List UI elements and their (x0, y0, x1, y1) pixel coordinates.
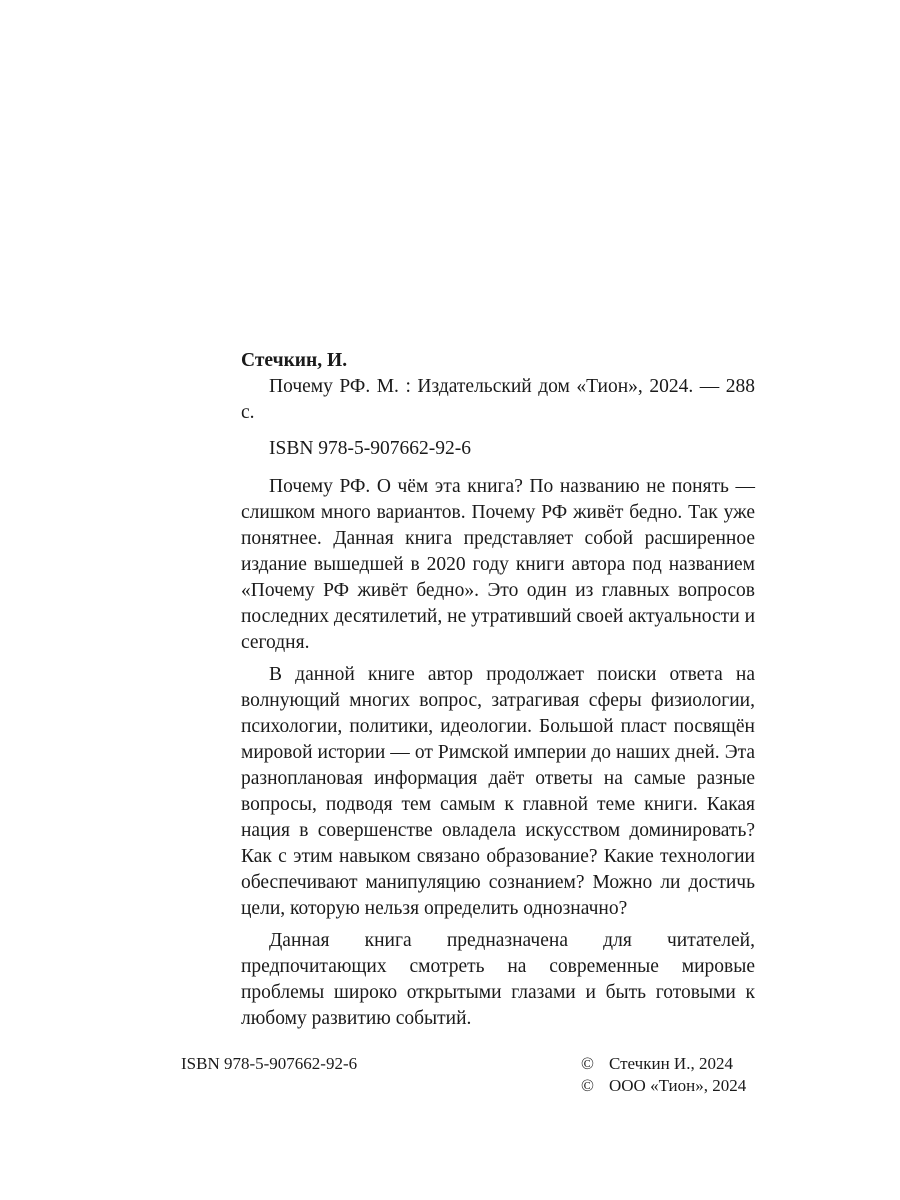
copyright-holder: ООО «Тион», 2024 (609, 1076, 747, 1095)
copyright-notices (581, 1053, 746, 1097)
footer-isbn: ISBN 978-5-907662-92-6 (181, 1054, 358, 1073)
annotation-paragraph-1: Почему РФ. О чём эта книга? По названию не понять — слишком много вариантов. Почему РФ живёт бедно. Так уже понятнее. Данная книга представляет собой расширенное издание вышедшей в 2020 году книги автора под названием «Почему РФ живёт бедно». Это один из главных вопросов последних десятилетий, не утративший своей актуальности и сегодня. (241, 476, 755, 653)
annotation-paragraph-2: В данной книге автор продолжает поиски ответа на волнующий многих вопрос, затрагивая сферы физиологии, психологии, политики, идеологии. Большой пласт посвящён мировой истории — от Римской империи до наших дней. Эта разноплановая информация даёт ответы на самые разные вопросы, подводя тем самым к главной теме книги. Какая нация в совершенстве овладела искусством доминировать? Как с этим навыком связано образование? Какие технологии обеспечивают манипуляцию сознанием? Можно ли достичь цели, которую нельзя определить однозначно? (241, 664, 755, 919)
bibliographic-record (241, 348, 755, 1038)
author-name: Стечкин, И. (241, 350, 348, 371)
annotation (241, 474, 755, 1032)
copyright-holder: Стечкин И., 2024 (609, 1054, 733, 1073)
copyright-sign: © (581, 1054, 594, 1073)
copyright-sign: © (581, 1076, 594, 1095)
title-publisher-line: Почему РФ. М. : Издательский дом «Тион», 2024. — 288 с. (241, 376, 755, 423)
isbn-record: ISBN 978-5-907662-92-6 (269, 438, 472, 459)
annotation-paragraph-3: Данная книга предназначена для читателей, предпочитающих смотреть на современные мировые проблемы широко открытыми глазами и быть готовыми к любому развитию событий. (241, 930, 755, 1029)
copyright-publisher (581, 1075, 746, 1097)
copyright-author (581, 1053, 746, 1075)
